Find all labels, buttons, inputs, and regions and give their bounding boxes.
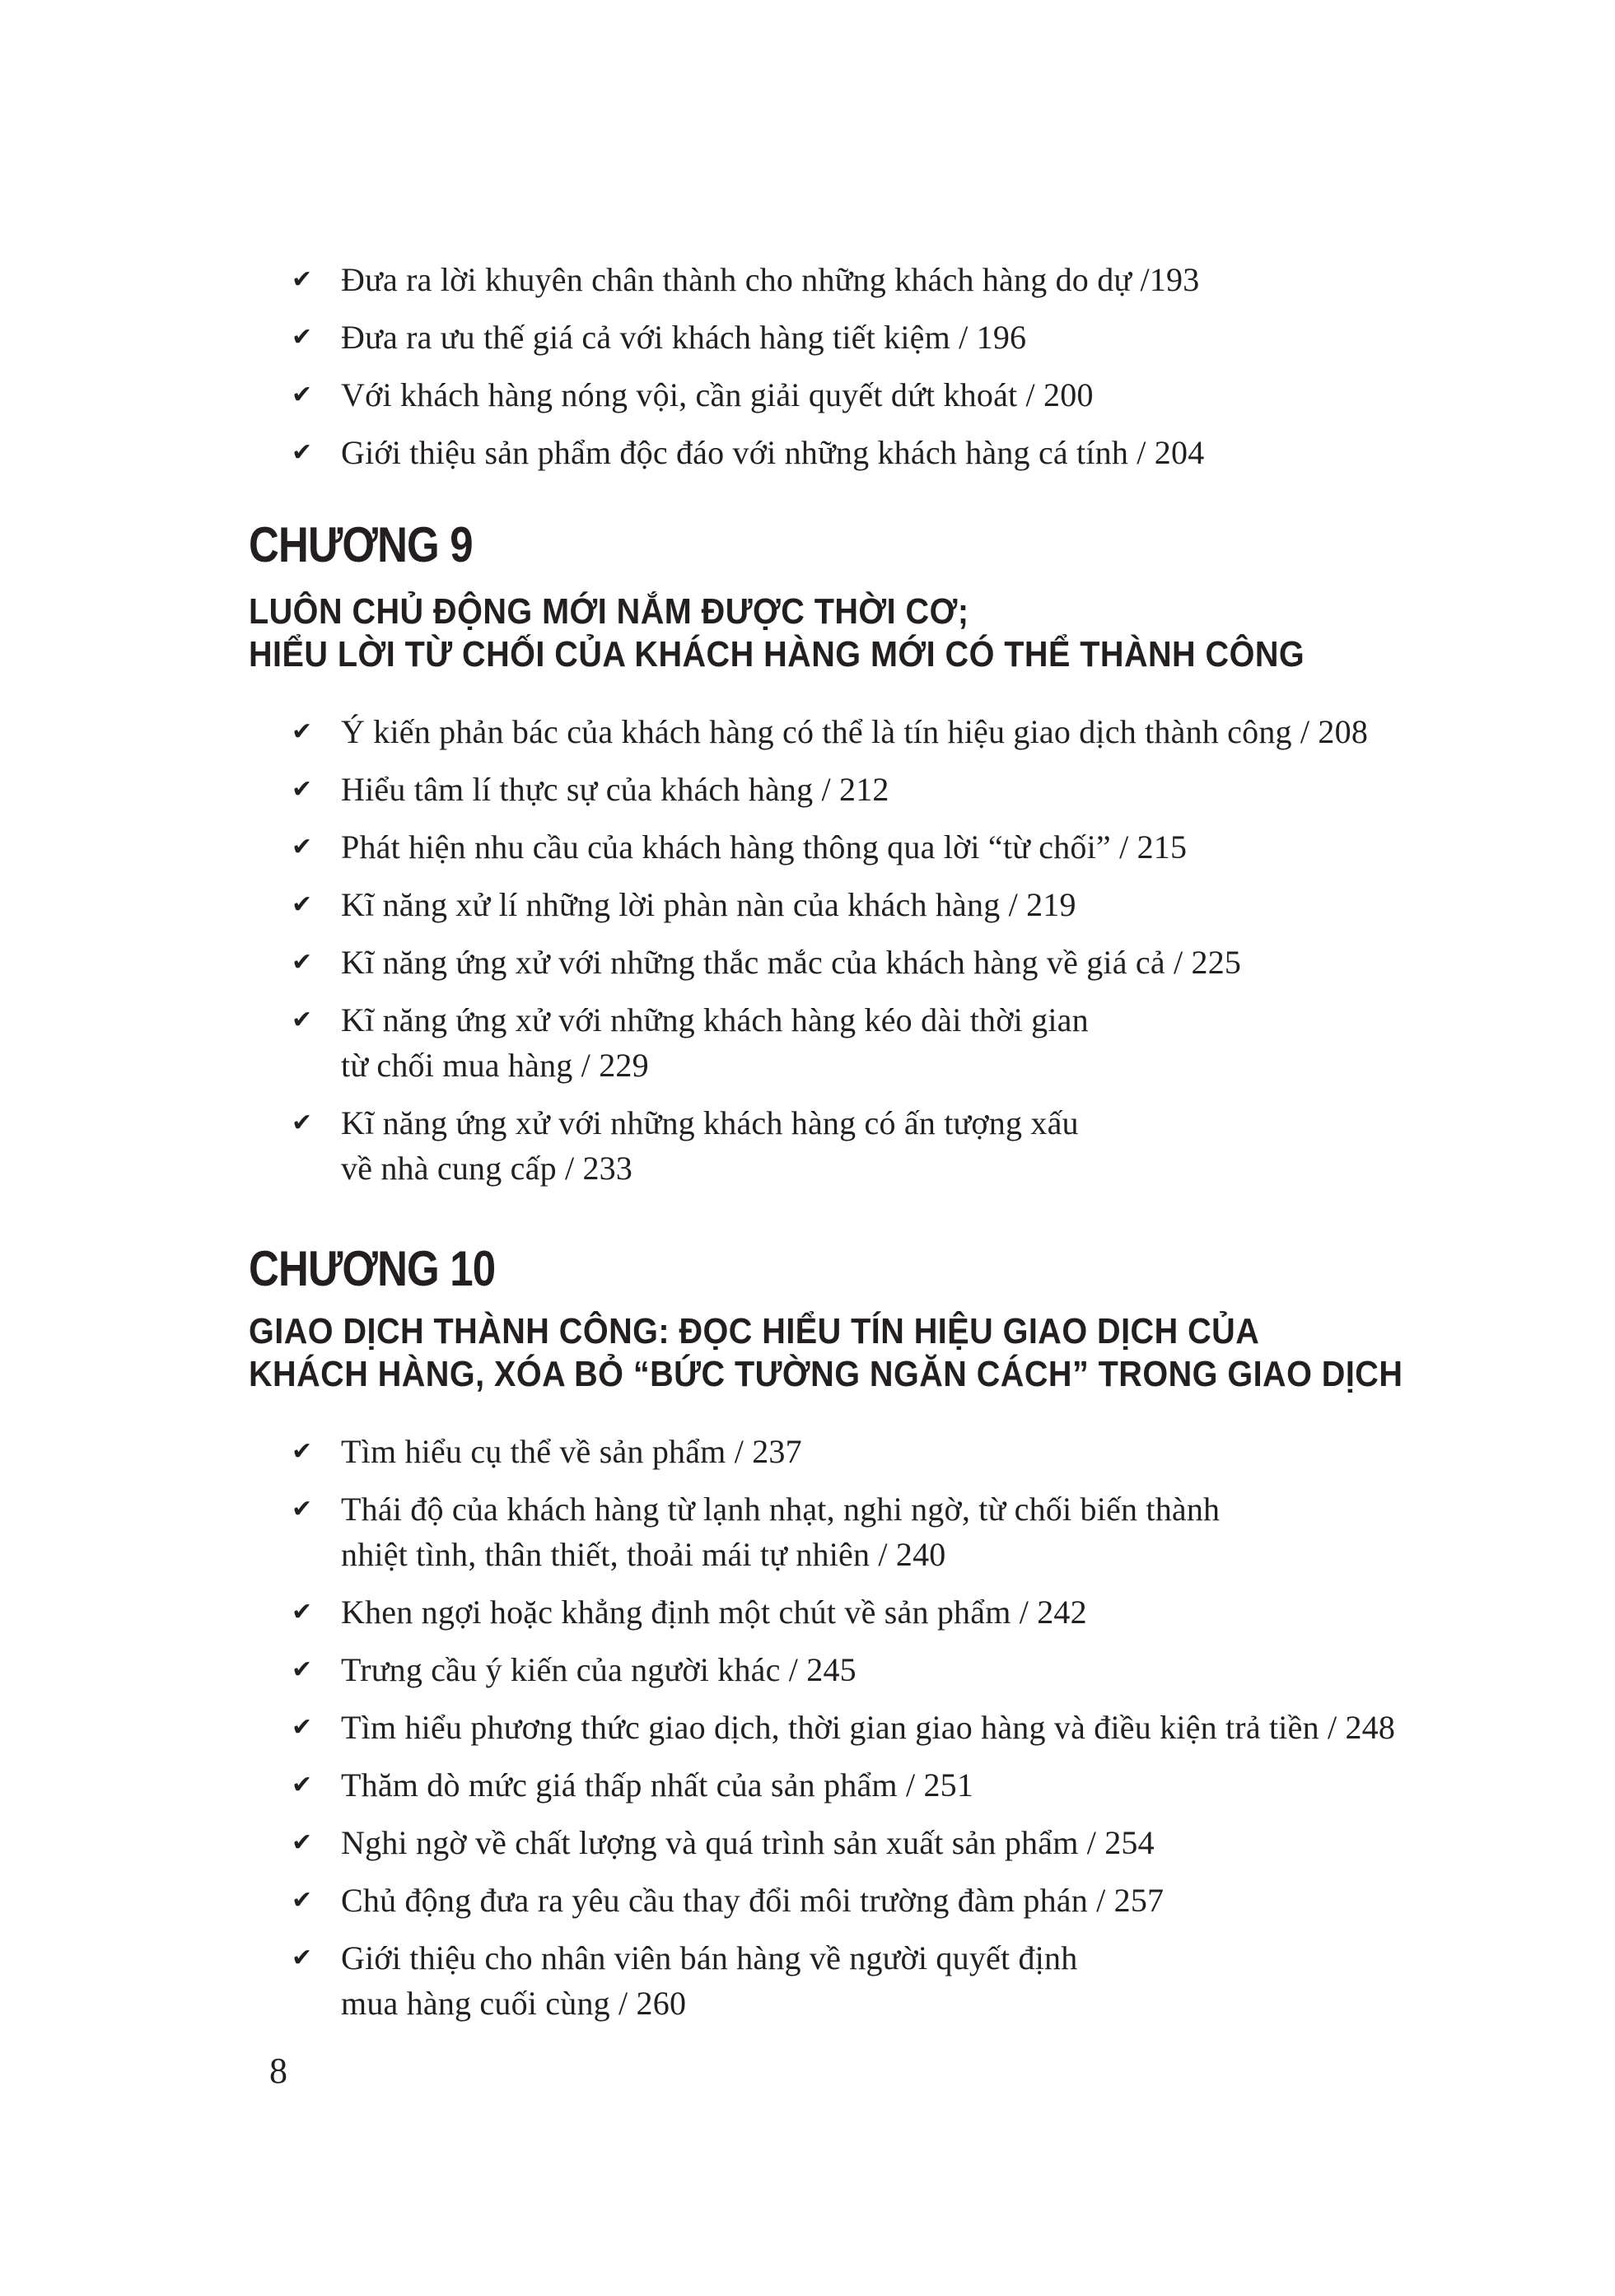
- toc-entry-text: nhiệt tình, thân thiết, thoải mái tự nhiên / 240: [341, 1536, 946, 1573]
- check-bullet-icon: ✔: [292, 1437, 313, 1466]
- check-bullet-icon: ✔: [292, 1598, 313, 1626]
- toc-entry: [292, 1100, 1615, 1191]
- chapter-10-subtitle-line: GIAO DỊCH THÀNH CÔNG: ĐỌC HIỂU TÍN HIỆU GIAO DỊCH CỦA: [249, 1311, 1260, 1351]
- check-bullet-icon: ✔: [292, 1713, 313, 1742]
- chapter-10-subtitle: [249, 1310, 1615, 1396]
- toc-entry-text: Kĩ năng ứng xử với những khách hàng kéo dài thời gian: [341, 1001, 1089, 1038]
- chapter-9-subtitle-line: HIỂU LỜI TỪ CHỐI CỦA KHÁCH HÀNG MỚI CÓ THỂ THÀNH CÔNG: [249, 634, 1305, 674]
- toc-entry-text: Kĩ năng ứng xử với những thắc mắc của khách hàng về giá cả / 225: [341, 944, 1242, 981]
- chapter-9-subtitle-line: LUÔN CHỦ ĐỘNG MỚI NẮM ĐƯỢC THỜI CƠ;: [249, 591, 969, 632]
- check-bullet-icon: ✔: [292, 1771, 313, 1799]
- toc-entry-text: Chủ động đưa ra yêu cầu thay đổi môi trường đàm phán / 257: [341, 1882, 1165, 1919]
- toc-entry-text: Nghi ngờ về chất lượng và quá trình sản xuất sản phẩm / 254: [341, 1824, 1155, 1861]
- toc-entry: [292, 1935, 1615, 2026]
- page-number: 8: [269, 2051, 287, 2091]
- toc-entry-text: Ý kiến phản bác của khách hàng có thể là tín hiệu giao dịch thành công / 208: [341, 713, 1369, 750]
- toc-entry-text: Giới thiệu cho nhân viên bán hàng về người quyết định: [341, 1939, 1078, 1976]
- toc-entry: [292, 430, 1615, 475]
- check-bullet-icon: ✔: [292, 1655, 313, 1684]
- check-bullet-icon: ✔: [292, 265, 313, 294]
- toc-entry: [292, 882, 1615, 927]
- toc-entry: [292, 1762, 1615, 1808]
- check-bullet-icon: ✔: [292, 1944, 313, 1972]
- check-bullet-icon: ✔: [292, 717, 313, 746]
- check-bullet-icon: ✔: [292, 948, 313, 977]
- toc-list-chapter-9: [249, 709, 1615, 1191]
- toc-entry: [292, 257, 1615, 302]
- check-bullet-icon: ✔: [292, 833, 313, 861]
- chapter-10-heading: CHƯƠNG 10: [249, 1241, 496, 1296]
- toc-entry-text: Trưng cầu ý kiến của người khác / 245: [341, 1651, 857, 1688]
- check-bullet-icon: ✔: [292, 1495, 313, 1524]
- toc-entry: [292, 767, 1615, 812]
- toc-entry-text: Đưa ra ưu thế giá cả với khách hàng tiết kiệm / 196: [341, 319, 1027, 356]
- toc-entry-text: Kĩ năng ứng xử với những khách hàng có ấn tượng xấu: [341, 1104, 1079, 1141]
- toc-entry-text: Khen ngợi hoặc khẳng định một chút về sản phẩm / 242: [341, 1594, 1087, 1631]
- check-bullet-icon: ✔: [292, 1108, 313, 1137]
- toc-list-chapter-10: [249, 1429, 1615, 2026]
- toc-entry-text: từ chối mua hàng / 229: [341, 1047, 649, 1084]
- toc-list-previous-chapter: [249, 257, 1615, 475]
- toc-entry: [292, 824, 1615, 870]
- toc-entry: [292, 1486, 1615, 1577]
- chapter-9-subtitle: [249, 590, 1615, 676]
- check-bullet-icon: ✔: [292, 323, 313, 352]
- check-bullet-icon: ✔: [292, 890, 313, 919]
- chapter-10-subtitle-line: KHÁCH HÀNG, XÓA BỎ “BỨC TƯỜNG NGĂN CÁCH” TRONG GIAO DỊCH: [249, 1354, 1403, 1394]
- chapter-9-heading: CHƯƠNG 9: [249, 517, 473, 572]
- check-bullet-icon: ✔: [292, 1828, 313, 1857]
- toc-entry: [292, 1820, 1615, 1865]
- toc-entry-text: Kĩ năng xử lí những lời phàn nàn của khách hàng / 219: [341, 886, 1076, 923]
- toc-entry-text: mua hàng cuối cùng / 260: [341, 1985, 687, 2022]
- toc-entry-text: Giới thiệu sản phẩm độc đáo với những khách hàng cá tính / 204: [341, 434, 1205, 471]
- toc-entry: [292, 1878, 1615, 1923]
- check-bullet-icon: ✔: [292, 1886, 313, 1915]
- check-bullet-icon: ✔: [292, 1006, 313, 1034]
- toc-entry-text: Tìm hiểu phương thức giao dịch, thời gian giao hàng và điều kiện trả tiền / 248: [341, 1709, 1396, 1746]
- toc-entry-text: Thái độ của khách hàng từ lạnh nhạt, nghi ngờ, từ chối biến thành: [341, 1491, 1221, 1528]
- toc-entry-text: về nhà cung cấp / 233: [341, 1150, 633, 1187]
- toc-entry-text: Thăm dò mức giá thấp nhất của sản phẩm / 251: [341, 1766, 974, 1804]
- toc-entry: [292, 1589, 1615, 1635]
- check-bullet-icon: ✔: [292, 775, 313, 804]
- toc-entry: [292, 709, 1615, 754]
- toc-entry-text: Đưa ra lời khuyên chân thành cho những khách hàng do dự /193: [341, 261, 1200, 298]
- toc-entry-text: Với khách hàng nóng vội, cần giải quyết dứt khoát / 200: [341, 376, 1094, 413]
- toc-entry-text: Hiểu tâm lí thực sự của khách hàng / 212: [341, 771, 889, 808]
- toc-entry: [292, 315, 1615, 360]
- toc-entry: [292, 372, 1615, 418]
- toc-entry: [292, 940, 1615, 985]
- toc-entry-text: Phát hiện nhu cầu của khách hàng thông qua lời “từ chối” / 215: [341, 828, 1188, 866]
- toc-entry: [292, 1647, 1615, 1692]
- toc-entry-text: Tìm hiểu cụ thể về sản phẩm / 237: [341, 1433, 802, 1470]
- toc-entry: [292, 997, 1615, 1088]
- check-bullet-icon: ✔: [292, 380, 313, 409]
- toc-entry: [292, 1429, 1615, 1474]
- check-bullet-icon: ✔: [292, 438, 313, 467]
- toc-entry: [292, 1705, 1615, 1750]
